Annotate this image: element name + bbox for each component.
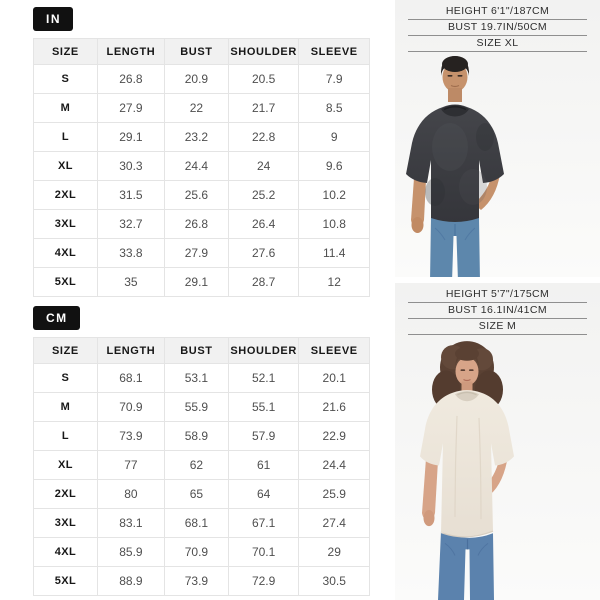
cell-value: 20.1 [299,364,370,393]
cell-value: 22 [165,94,229,123]
cell-value: 53.1 [165,364,229,393]
table-row [34,268,370,297]
cell-value: 27.9 [97,94,164,123]
cell-value: 7.9 [299,65,370,94]
cell-value: 70.9 [97,393,164,422]
cell-value: 25.9 [299,480,370,509]
table-header-row [34,39,370,65]
column-header: SHOULDER [228,39,299,65]
table-row [34,181,370,210]
cell-value: 80 [97,480,164,509]
table-row [34,123,370,152]
cell-value: 65 [165,480,229,509]
column-header: SIZE [34,338,98,364]
cell-value: 70.9 [165,538,229,567]
row-size-label: M [34,94,98,123]
row-size-label: S [34,65,98,94]
cell-value: 88.9 [97,567,164,596]
cell-value: 25.2 [228,181,299,210]
table-row [34,422,370,451]
column-header: BUST [165,338,229,364]
row-size-label: 5XL [34,567,98,596]
table-row [34,480,370,509]
column-header: LENGTH [97,39,164,65]
cell-value: 29.1 [165,268,229,297]
cell-value: 28.7 [228,268,299,297]
cell-value: 35 [97,268,164,297]
cell-value: 72.9 [228,567,299,596]
column-header: LENGTH [97,338,164,364]
cell-value: 62 [165,451,229,480]
cell-value: 20.9 [165,65,229,94]
row-size-label: 3XL [34,210,98,239]
row-size-label: 2XL [34,480,98,509]
row-size-label: L [34,422,98,451]
cell-value: 57.9 [228,422,299,451]
cell-value: 77 [97,451,164,480]
cell-value: 24.4 [299,451,370,480]
row-size-label: 4XL [34,538,98,567]
unit-badge-in: IN [33,7,73,31]
table-row [34,509,370,538]
cell-value: 21.6 [299,393,370,422]
row-size-label: 2XL [34,181,98,210]
column-header: SLEEVE [299,338,370,364]
column-header: SLEEVE [299,39,370,65]
cell-value: 33.8 [97,239,164,268]
row-size-label: 4XL [34,239,98,268]
cell-value: 9.6 [299,152,370,181]
cell-value: 29 [299,538,370,567]
cell-value: 26.8 [97,65,164,94]
cell-value: 73.9 [165,567,229,596]
cell-value: 58.9 [165,422,229,451]
row-size-label: XL [34,451,98,480]
cell-value: 29.1 [97,123,164,152]
row-size-label: S [34,364,98,393]
table-row [34,567,370,596]
cell-value: 9 [299,123,370,152]
cell-value: 25.6 [165,181,229,210]
male-model-figure [395,52,600,277]
row-size-label: 5XL [34,268,98,297]
spec-size: SIZE XL [408,36,587,52]
cell-value: 12 [299,268,370,297]
row-size-label: M [34,393,98,422]
female-model-figure [395,335,600,600]
size-table-centimeters [33,337,370,596]
cell-value: 83.1 [97,509,164,538]
row-size-label: L [34,123,98,152]
spec-size: SIZE M [408,319,587,335]
spec-bust: BUST 16.1IN/41CM [408,303,587,319]
cell-value: 26.8 [165,210,229,239]
column-header: SHOULDER [228,338,299,364]
female-model-photo [395,335,600,600]
spec-height: HEIGHT 5'7"/175CM [408,287,587,303]
cell-value: 27.4 [299,509,370,538]
cell-value: 8.5 [299,94,370,123]
table-row [34,152,370,181]
cell-value: 73.9 [97,422,164,451]
cell-value: 67.1 [228,509,299,538]
table-row [34,538,370,567]
spec-height: HEIGHT 6'1"/187CM [408,4,587,20]
cell-value: 55.9 [165,393,229,422]
cell-value: 26.4 [228,210,299,239]
column-header: BUST [165,39,229,65]
cell-value: 31.5 [97,181,164,210]
cell-value: 52.1 [228,364,299,393]
size-tables-section [33,0,370,596]
table-row [34,451,370,480]
table-row [34,210,370,239]
model-card-male [395,0,600,277]
cell-value: 20.5 [228,65,299,94]
cell-value: 85.9 [97,538,164,567]
cell-value: 68.1 [97,364,164,393]
size-table-inches [33,38,370,297]
cell-value: 30.5 [299,567,370,596]
cell-value: 11.4 [299,239,370,268]
cell-value: 27.6 [228,239,299,268]
table-row [34,393,370,422]
cell-value: 21.7 [228,94,299,123]
cell-value: 10.8 [299,210,370,239]
cell-value: 23.2 [165,123,229,152]
spec-bust: BUST 19.7IN/50CM [408,20,587,36]
row-size-label: 3XL [34,509,98,538]
model-card-female [395,283,600,600]
cell-value: 55.1 [228,393,299,422]
unit-badge-cm: CM [33,306,80,330]
model-specs-female [395,283,600,335]
column-header: SIZE [34,39,98,65]
table-header-row [34,338,370,364]
cell-value: 70.1 [228,538,299,567]
cell-value: 30.3 [97,152,164,181]
cell-value: 68.1 [165,509,229,538]
cell-value: 27.9 [165,239,229,268]
cell-value: 22.8 [228,123,299,152]
cell-value: 24 [228,152,299,181]
cell-value: 22.9 [299,422,370,451]
cell-value: 10.2 [299,181,370,210]
cell-value: 61 [228,451,299,480]
table-row [34,65,370,94]
row-size-label: XL [34,152,98,181]
table-row [34,239,370,268]
table-row [34,94,370,123]
table-row [34,364,370,393]
cell-value: 32.7 [97,210,164,239]
cell-value: 64 [228,480,299,509]
cell-value: 24.4 [165,152,229,181]
model-specs-male [395,0,600,52]
male-model-photo [395,52,600,277]
model-reference-section [395,0,600,600]
